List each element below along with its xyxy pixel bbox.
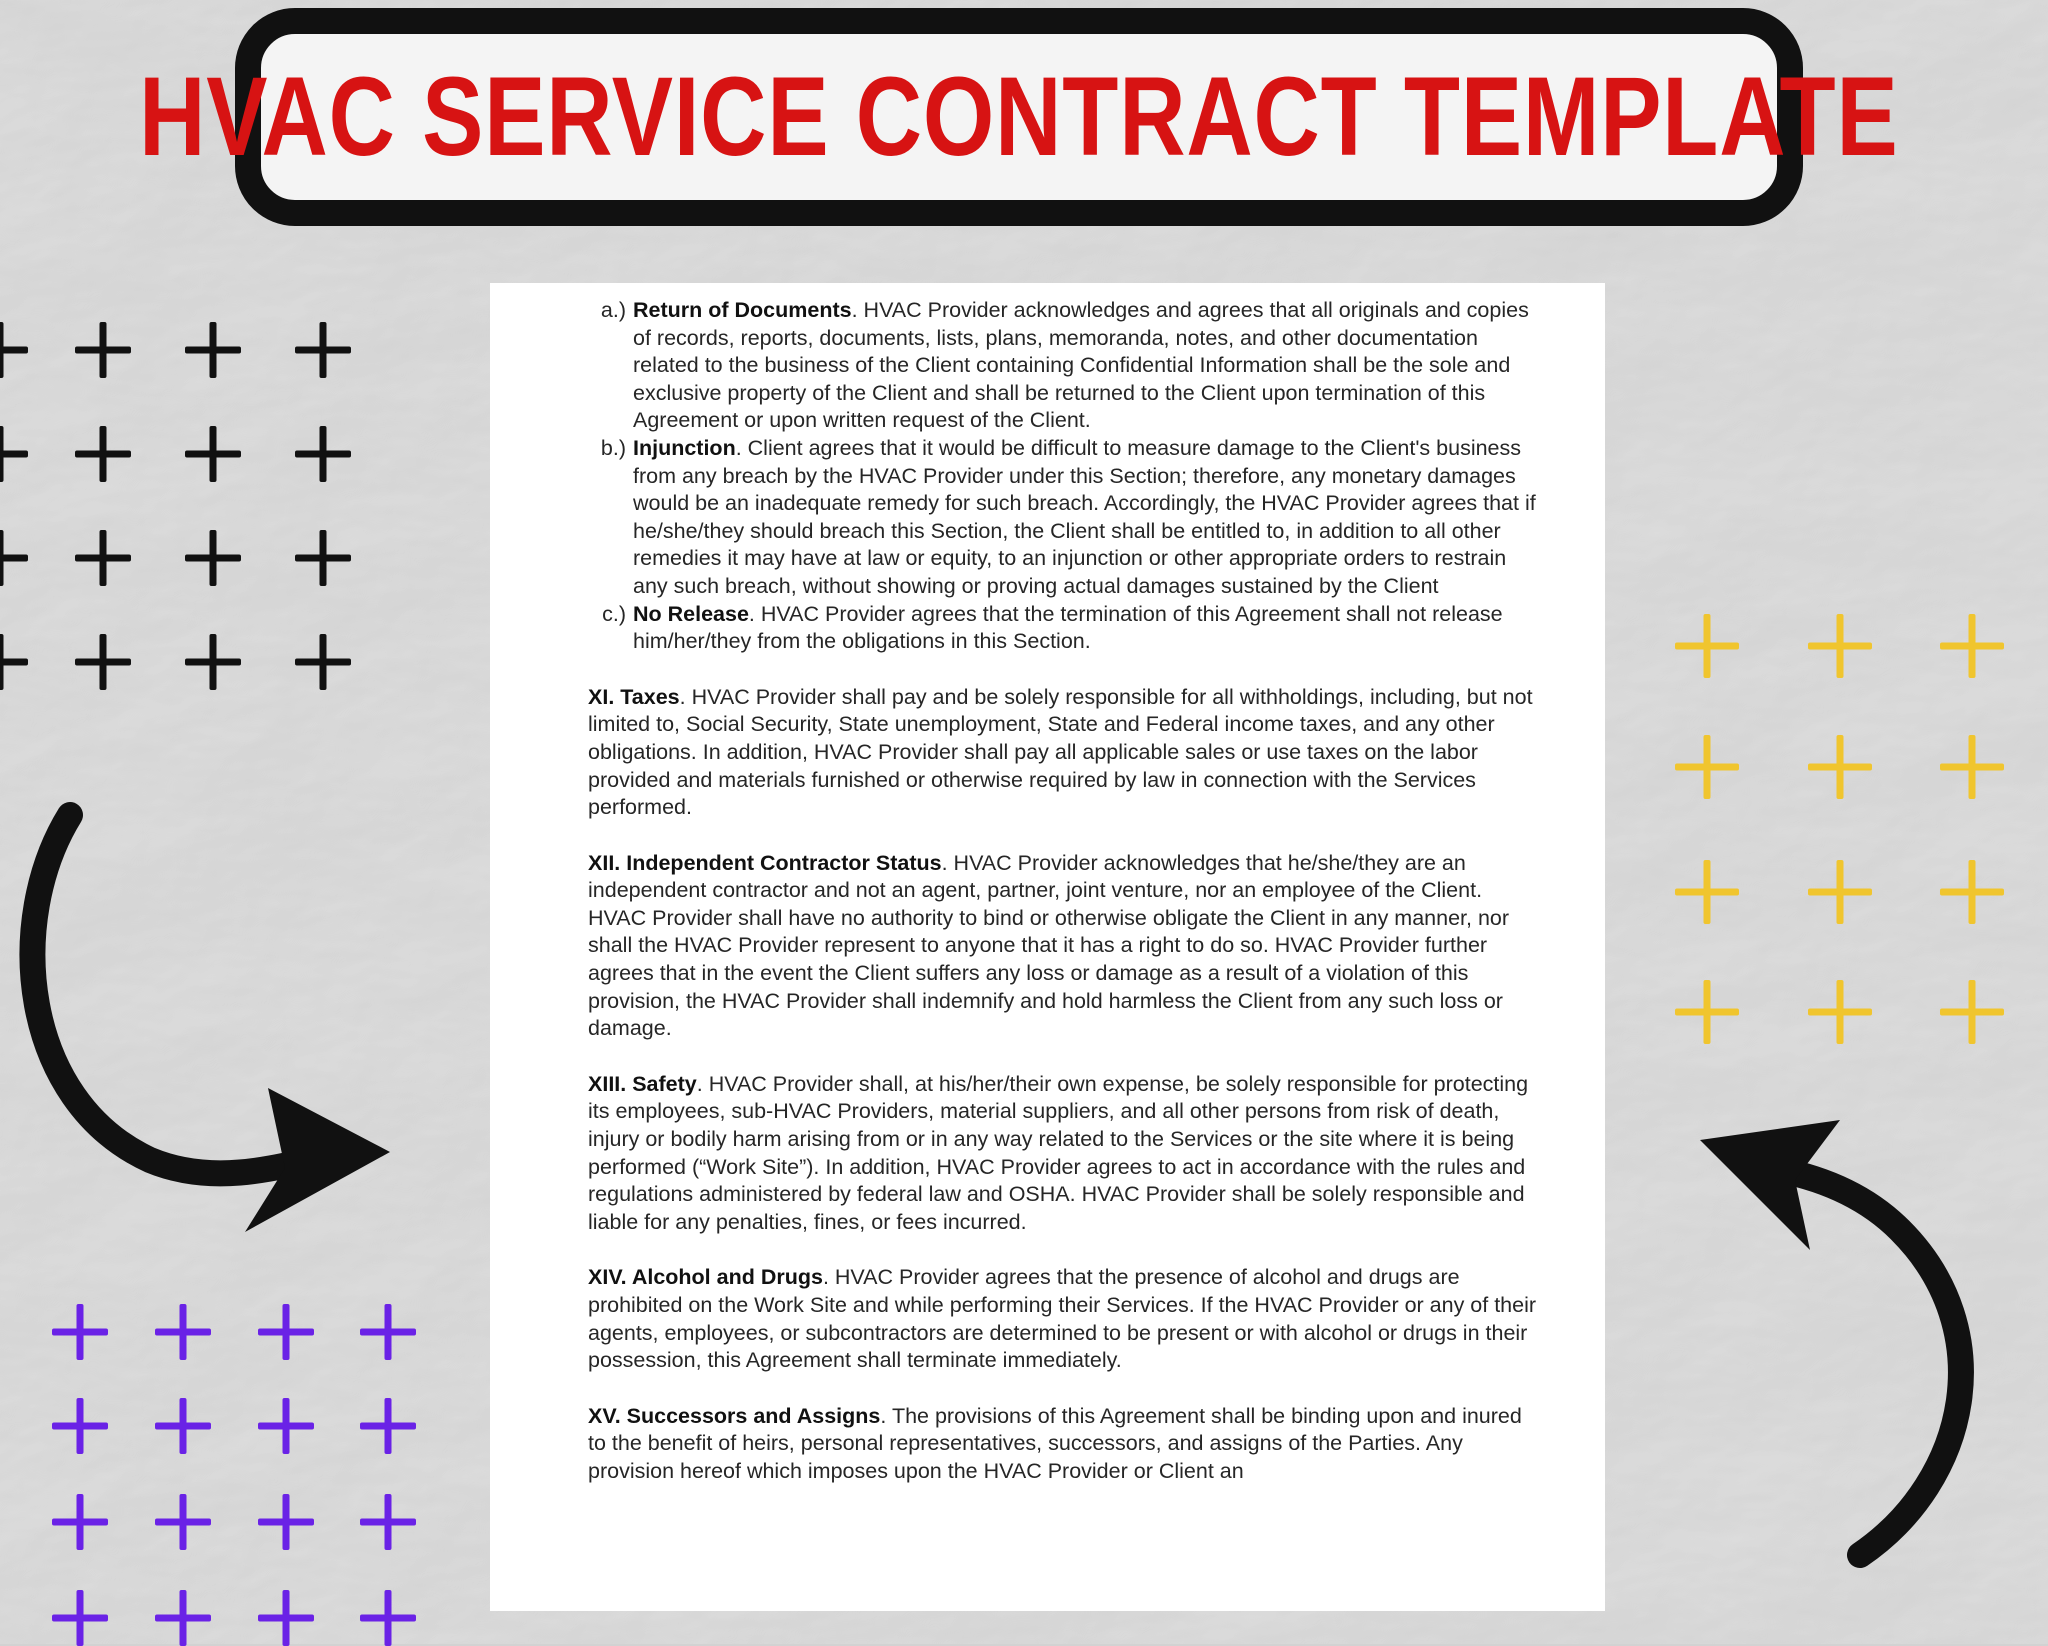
plus-icon bbox=[185, 426, 241, 482]
section-heading: XII. Independent Contractor Status bbox=[588, 850, 942, 875]
section-body: . HVAC Provider shall, at his/her/their own expense, be solely responsible for protecting its employees, sub-HVAC Providers, material suppliers, and all other persons from risk of death, injury or bodily harm arising from or in any way related to the Services or the site where it is being performed (“Work Site”). In addition, HVAC Provider agrees to act in accordance with the rules and regulations administered by federal law and OSHA. HVAC Provider shall be solely responsible and liable for any penalties, fines, or fees incurred. bbox=[588, 1071, 1529, 1234]
list-marker: c.) bbox=[602, 601, 626, 626]
list-item-body: . HVAC Provider agrees that the termination of this Agreement shall not release him/her/they from the obligations in this Section. bbox=[633, 601, 1503, 654]
section-heading: XIII. Safety bbox=[588, 1071, 697, 1096]
list-item-body: . Client agrees that it would be difficult to measure damage to the Client's business from any breach by the HVAC Provider under this Section; therefore, any monetary damages would be an inadequate remedy for such breach. Accordingly, the HVAC Provider agrees that if he/she/they should breach this Section, the Client shall be entitled to, in addition to all other remedies it may have at law or equity, to an injunction or other appropriate orders to restrain any such breach, without showing or proving actual damages sustained by the Client bbox=[633, 435, 1536, 598]
document-page bbox=[490, 283, 1605, 1611]
plus-icon bbox=[155, 1590, 211, 1646]
plus-icon bbox=[1675, 735, 1739, 799]
plus-icon bbox=[0, 426, 28, 482]
section-successors-assigns bbox=[588, 1403, 1537, 1486]
plus-icon bbox=[1808, 735, 1872, 799]
section-independent-contractor bbox=[588, 850, 1537, 1043]
section-body: . HVAC Provider agrees that the presence of alcohol and drugs are prohibited on the Work Site and while performing their Services. If the HVAC Provider or any of their agents, employees, or subcontractors are determined to be present or with alcohol or drugs in their possession, this Agreement shall terminate immediately. bbox=[588, 1265, 1537, 1373]
plus-icon bbox=[155, 1304, 211, 1360]
plus-icon bbox=[1675, 980, 1739, 1044]
plus-icon bbox=[155, 1494, 211, 1550]
plus-icon bbox=[75, 322, 131, 378]
section-taxes bbox=[588, 684, 1537, 822]
list-item-text bbox=[633, 435, 1537, 601]
section-body: . HVAC Provider shall pay and be solely responsible for all withholdings, including, but not limited to, Social Security, State unemployment, State and Federal income taxes, and any other obligations. In addition, HVAC Provider shall pay all applicable sales or use taxes on the labor provided and materials furnished or otherwise required by law in connection with the Services performed. bbox=[588, 684, 1533, 820]
plus-icon bbox=[295, 322, 351, 378]
curved-arrow-right-icon bbox=[1690, 1100, 1990, 1570]
plus-icon bbox=[0, 634, 28, 690]
title-banner bbox=[139, 8, 1899, 226]
plus-icon bbox=[52, 1590, 108, 1646]
plus-icon bbox=[52, 1494, 108, 1550]
list-item-heading: Injunction bbox=[633, 435, 736, 460]
plus-icon bbox=[1940, 614, 2004, 678]
section-heading: XV. Successors and Assigns bbox=[588, 1403, 881, 1428]
list-item-body: . HVAC Provider acknowledges and agrees that all originals and copies of records, reports, documents, lists, plans, memoranda, notes, and other documentation related to the business of the Client containing Confidential Information shall be the sole and exclusive property of the Client and shall be returned to the Client upon termination of this Agreement or upon written request of the Client. bbox=[633, 298, 1529, 433]
plus-icon bbox=[185, 634, 241, 690]
page-title: HVAC SERVICE CONTRACT TEMPLATE bbox=[139, 54, 1899, 179]
plus-icon bbox=[258, 1590, 314, 1646]
plus-icon bbox=[185, 322, 241, 378]
curved-arrow-left-icon bbox=[0, 800, 420, 1260]
plus-icon bbox=[258, 1398, 314, 1454]
list-item-heading: Return of Documents bbox=[633, 298, 852, 322]
subsection-list bbox=[588, 297, 1537, 656]
plus-icon bbox=[75, 530, 131, 586]
section-body: . The provisions of this Agreement shall be binding upon and inured to the benefit of heirs, personal representatives, successors, and assigns of the Parties. Any provision hereof which imposes upon the HVAC Provider or Client an bbox=[588, 1403, 1522, 1483]
plus-icon bbox=[258, 1304, 314, 1360]
section-heading: XI. Taxes bbox=[588, 684, 680, 709]
plus-icon bbox=[360, 1494, 416, 1550]
plus-icon bbox=[1940, 860, 2004, 924]
plus-icon bbox=[295, 634, 351, 690]
plus-icon bbox=[0, 530, 28, 586]
list-marker: a.) bbox=[600, 298, 626, 322]
section-safety bbox=[588, 1071, 1537, 1237]
plus-icon bbox=[1808, 614, 1872, 678]
plus-icon bbox=[0, 322, 28, 378]
plus-icon bbox=[155, 1398, 211, 1454]
plus-icon bbox=[75, 634, 131, 690]
plus-icon bbox=[360, 1590, 416, 1646]
section-body: . HVAC Provider acknowledges that he/she/they are an independent contractor and not an agent, partner, joint venture, nor an employee of the Client. HVAC Provider shall have no authority to bind or otherwise obligate the Client in any manner, nor shall the HVAC Provider represent to anyone that it has a right to do so. HVAC Provider further agrees that in the event the Client suffers any loss or damage as a result of a violation of this provision, the HVAC Provider shall indemnify and hold harmless the Client from any such loss or damage. bbox=[588, 850, 1510, 1041]
list-item-text bbox=[633, 601, 1537, 656]
plus-icon bbox=[185, 530, 241, 586]
list-item-heading: No Release bbox=[633, 601, 749, 626]
plus-icon bbox=[295, 426, 351, 482]
section-alcohol-drugs bbox=[588, 1264, 1537, 1374]
plus-icon bbox=[1808, 980, 1872, 1044]
plus-icon bbox=[258, 1494, 314, 1550]
list-item-text bbox=[633, 297, 1537, 435]
plus-icon bbox=[360, 1304, 416, 1360]
plus-icon bbox=[295, 530, 351, 586]
section-heading: XIV. Alcohol and Drugs bbox=[588, 1265, 823, 1290]
list-marker: b.) bbox=[600, 435, 626, 460]
plus-icon bbox=[1940, 980, 2004, 1044]
list-item bbox=[588, 297, 1537, 435]
plus-icon bbox=[1808, 860, 1872, 924]
plus-icon bbox=[75, 426, 131, 482]
plus-icon bbox=[360, 1398, 416, 1454]
plus-icon bbox=[52, 1304, 108, 1360]
list-item bbox=[588, 601, 1537, 656]
list-item bbox=[588, 435, 1537, 601]
plus-icon bbox=[1675, 614, 1739, 678]
plus-icon bbox=[52, 1398, 108, 1454]
plus-icon bbox=[1675, 860, 1739, 924]
plus-icon bbox=[1940, 735, 2004, 799]
